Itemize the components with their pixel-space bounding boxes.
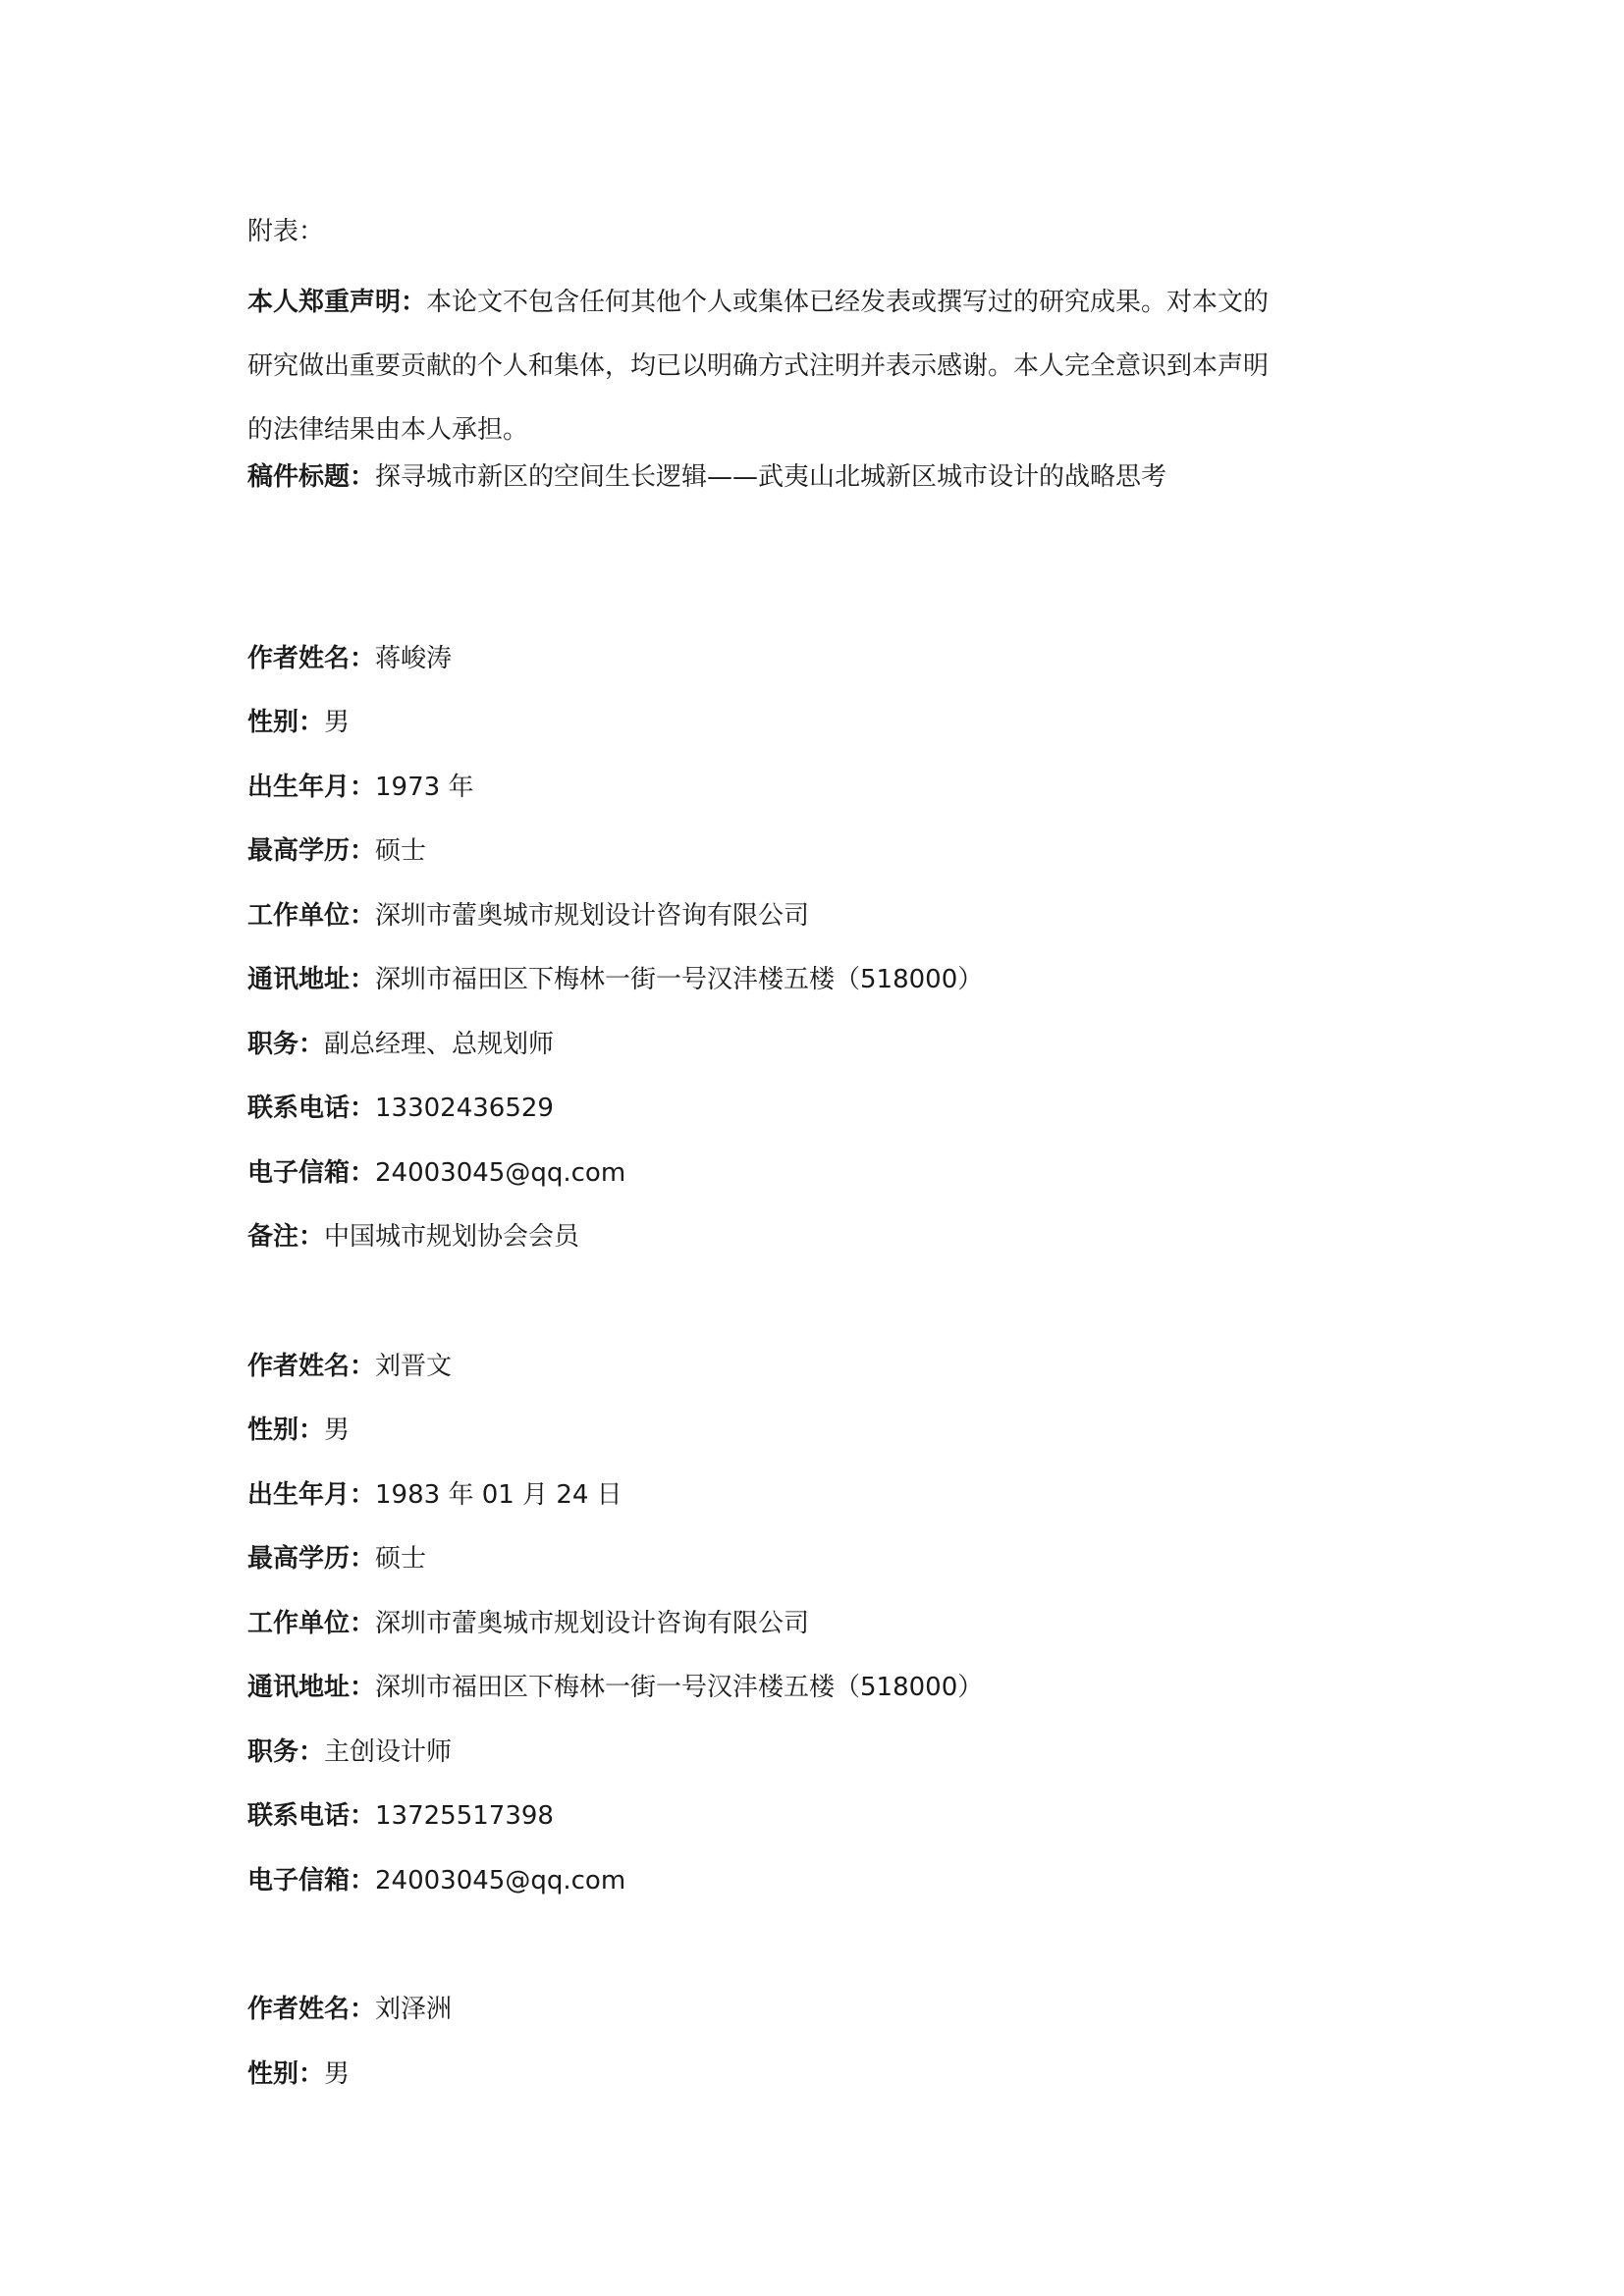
appendix-heading: 附表：: [247, 217, 325, 246]
author-birth-row: 出生年月：1983 年 01 月 24 日: [247, 1480, 623, 1510]
author-address-row: 通讯地址：深圳市福田区下梅林一街一号汉沣楼五楼（518000）: [247, 965, 984, 994]
author-gender-row: 性别：男: [247, 708, 351, 737]
author-name-row: 作者姓名：刘泽洲: [247, 1995, 453, 2024]
author-phone-row: 联系电话：13302436529: [247, 1094, 554, 1123]
author-gender-row: 性别：男: [247, 1415, 351, 1445]
author-email-row: 电子信箱：24003045@qq.com: [247, 1866, 626, 1896]
manuscript-title-row: [247, 461, 1166, 493]
author-note-row: 备注：中国城市规划协会会员: [247, 1222, 580, 1252]
author-education-row: 最高学历：硕士: [247, 1544, 427, 1574]
declaration-line-2: 研究做出重要贡献的个人和集体，均已以明确方式注明并表示感谢。本人完全意识到本声明: [247, 351, 1270, 381]
manuscript-title-label: 稿件标题：: [247, 462, 376, 492]
author-name-row: 作者姓名：刘晋文: [247, 1352, 453, 1381]
declaration-line-1: 本人郑重声明：本论文不包含任何其他个人或集体已经发表或撰写过的研究成果。对本文的: [247, 288, 1270, 317]
author-name-row: 作者姓名：蒋峻涛: [247, 644, 453, 673]
author-email-row: 电子信箱：24003045@qq.com: [247, 1158, 626, 1188]
author-job-row: 职务：副总经理、总规划师: [247, 1030, 555, 1059]
author-job-row: 职务：主创设计师: [247, 1737, 453, 1767]
author-unit-row: 工作单位：深圳市蕾奥城市规划设计咨询有限公司: [247, 1609, 810, 1638]
author-address-row: 通讯地址：深圳市福田区下梅林一街一号汉沣楼五楼（518000）: [247, 1673, 984, 1702]
declaration-label: 本人郑重声明：: [247, 288, 427, 317]
author-unit-row: 工作单位：深圳市蕾奥城市规划设计咨询有限公司: [247, 901, 810, 931]
author-phone-row: 联系电话：13725517398: [247, 1801, 554, 1831]
manuscript-title-value: 探寻城市新区的空间生长逻辑——武夷山北城新区城市设计的战略思考: [375, 462, 1167, 492]
author-education-row: 最高学历：硕士: [247, 836, 427, 866]
declaration-line-3: 的法律结果由本人承担。: [247, 415, 529, 445]
declaration-block: [247, 271, 1386, 462]
author-birth-row: 出生年月：1973 年: [247, 773, 474, 802]
author-gender-row: 性别：男: [247, 2059, 351, 2089]
